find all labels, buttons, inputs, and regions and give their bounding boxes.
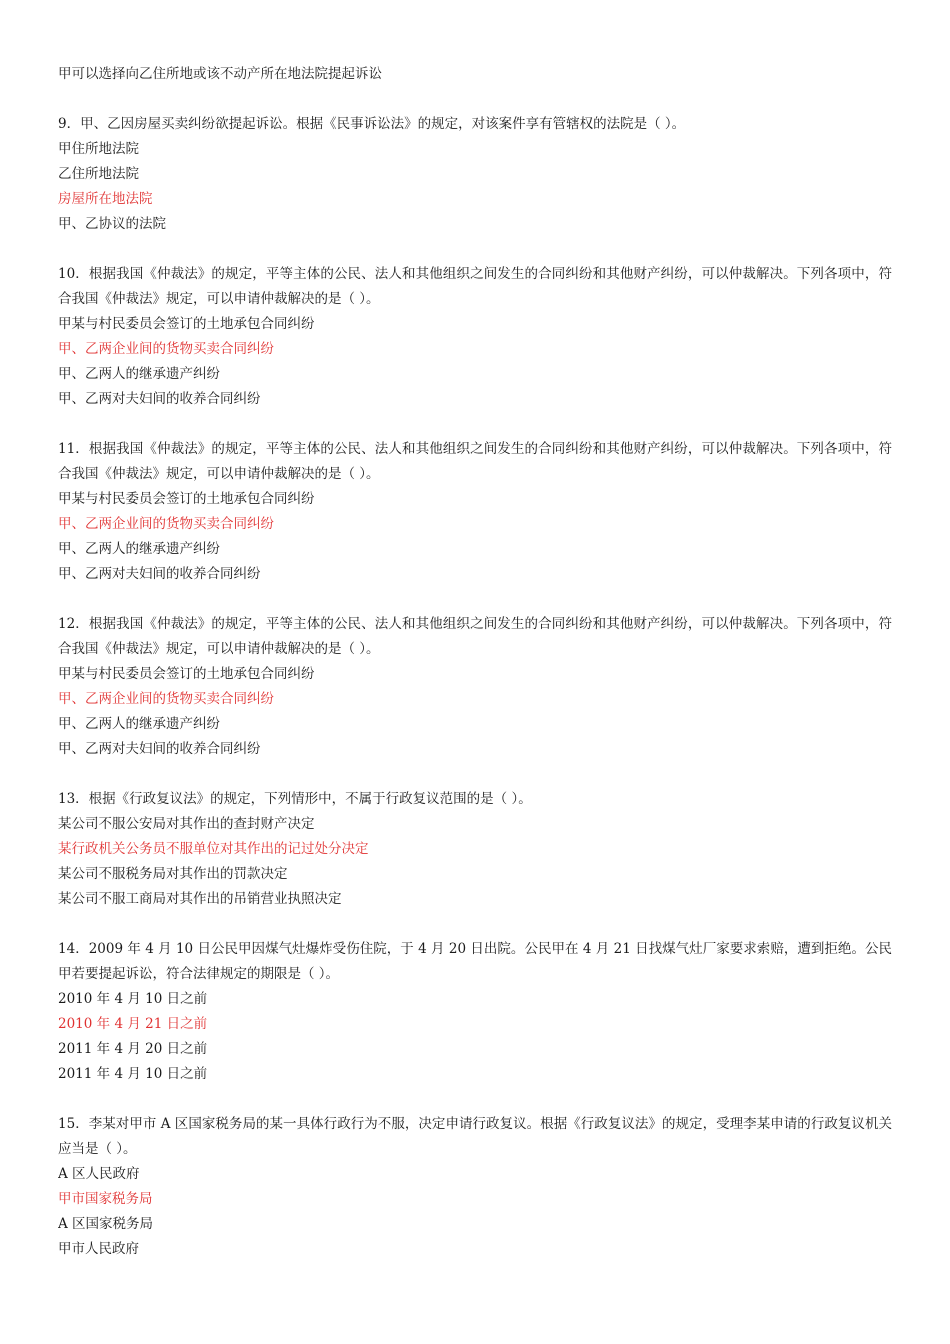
option: 甲某与村民委员会签订的土地承包合同纠纷	[58, 316, 315, 332]
spacer	[58, 237, 892, 262]
document-body	[58, 62, 892, 1262]
correct-option: 房屋所在地法院	[58, 191, 153, 207]
correct-option: 2010 年 4 月 21 日之前	[58, 1016, 208, 1032]
option: 甲、乙两对夫妇间的收养合同纠纷	[58, 566, 261, 582]
question-block	[58, 1112, 892, 1262]
option: 甲某与村民委员会签订的土地承包合同纠纷	[58, 666, 315, 682]
correct-option: 甲市国家税务局	[58, 1191, 153, 1207]
question-text: 9．甲、乙因房屋买卖纠纷欲提起诉讼。根据《民事诉讼法》的规定，对该案件享有管辖权的法院是（ ）。	[58, 116, 686, 132]
question-block	[58, 437, 892, 587]
question-text: 10．根据我国《仲裁法》的规定，平等主体的公民、法人和其他组织之间发生的合同纠纷和其他财产纠纷，可以仲裁解决。下列各项中，符合我国《仲裁法》规定，可以申请仲裁解决的是（ ）。	[58, 266, 892, 307]
correct-option: 某行政机关公务员不服单位对其作出的记过处分决定	[58, 841, 369, 857]
option: 2010 年 4 月 10 日之前	[58, 991, 208, 1007]
option: 某公司不服税务局对其作出的罚款决定	[58, 866, 288, 882]
correct-option: 甲、乙两企业间的货物买卖合同纠纷	[58, 691, 274, 707]
spacer	[58, 912, 892, 937]
option: A 区人民政府	[58, 1166, 140, 1182]
option: 甲、乙两人的继承遗产纠纷	[58, 716, 220, 732]
question-block	[58, 787, 892, 912]
option: 乙住所地法院	[58, 166, 139, 182]
option: A 区国家税务局	[58, 1216, 154, 1232]
question-block	[58, 937, 892, 1087]
correct-option: 甲、乙两企业间的货物买卖合同纠纷	[58, 516, 274, 532]
correct-option: 甲、乙两企业间的货物买卖合同纠纷	[58, 341, 274, 357]
lead-option: 甲可以选择向乙住所地或该不动产所在地法院提起诉讼	[58, 66, 382, 82]
option: 某公司不服工商局对其作出的吊销营业执照决定	[58, 891, 342, 907]
question-text: 13．根据《行政复议法》的规定，下列情形中，不属于行政复议范围的是（ ）。	[58, 791, 532, 807]
option: 2011 年 4 月 10 日之前	[58, 1066, 208, 1082]
question-block	[58, 112, 892, 237]
option: 甲某与村民委员会签订的土地承包合同纠纷	[58, 491, 315, 507]
option: 某公司不服公安局对其作出的查封财产决定	[58, 816, 315, 832]
option: 甲市人民政府	[58, 1241, 139, 1257]
option: 甲、乙协议的法院	[58, 216, 166, 232]
spacer	[58, 762, 892, 787]
spacer	[58, 1087, 892, 1112]
option: 甲、乙两对夫妇间的收养合同纠纷	[58, 391, 261, 407]
question-block	[58, 612, 892, 762]
spacer	[58, 587, 892, 612]
spacer	[58, 412, 892, 437]
option: 甲、乙两对夫妇间的收养合同纠纷	[58, 741, 261, 757]
question-block	[58, 262, 892, 412]
question-text: 11．根据我国《仲裁法》的规定，平等主体的公民、法人和其他组织之间发生的合同纠纷和其他财产纠纷，可以仲裁解决。下列各项中，符合我国《仲裁法》规定，可以申请仲裁解决的是（ ）。	[58, 441, 892, 482]
option: 甲、乙两人的继承遗产纠纷	[58, 541, 220, 557]
option: 甲、乙两人的继承遗产纠纷	[58, 366, 220, 382]
question-text: 15．李某对甲市 A 区国家税务局的某一具体行政行为不服，决定申请行政复议。根据《行政复议法》的规定，受理李某申请的行政复议机关应当是（ ）。	[58, 1116, 892, 1157]
question-text: 14．2009 年 4 月 10 日公民甲因煤气灶爆炸受伤住院，于 4 月 20 日出院。公民甲在 4 月 21 日找煤气灶厂家要求索赔，遭到拒绝。公民甲若要提起诉讼，符合法律规定的期限是（ ）。	[58, 941, 892, 982]
spacer	[58, 87, 892, 112]
option: 2011 年 4 月 20 日之前	[58, 1041, 208, 1057]
question-text: 12．根据我国《仲裁法》的规定，平等主体的公民、法人和其他组织之间发生的合同纠纷和其他财产纠纷，可以仲裁解决。下列各项中，符合我国《仲裁法》规定，可以申请仲裁解决的是（ ）。	[58, 616, 892, 657]
option: 甲住所地法院	[58, 141, 139, 157]
